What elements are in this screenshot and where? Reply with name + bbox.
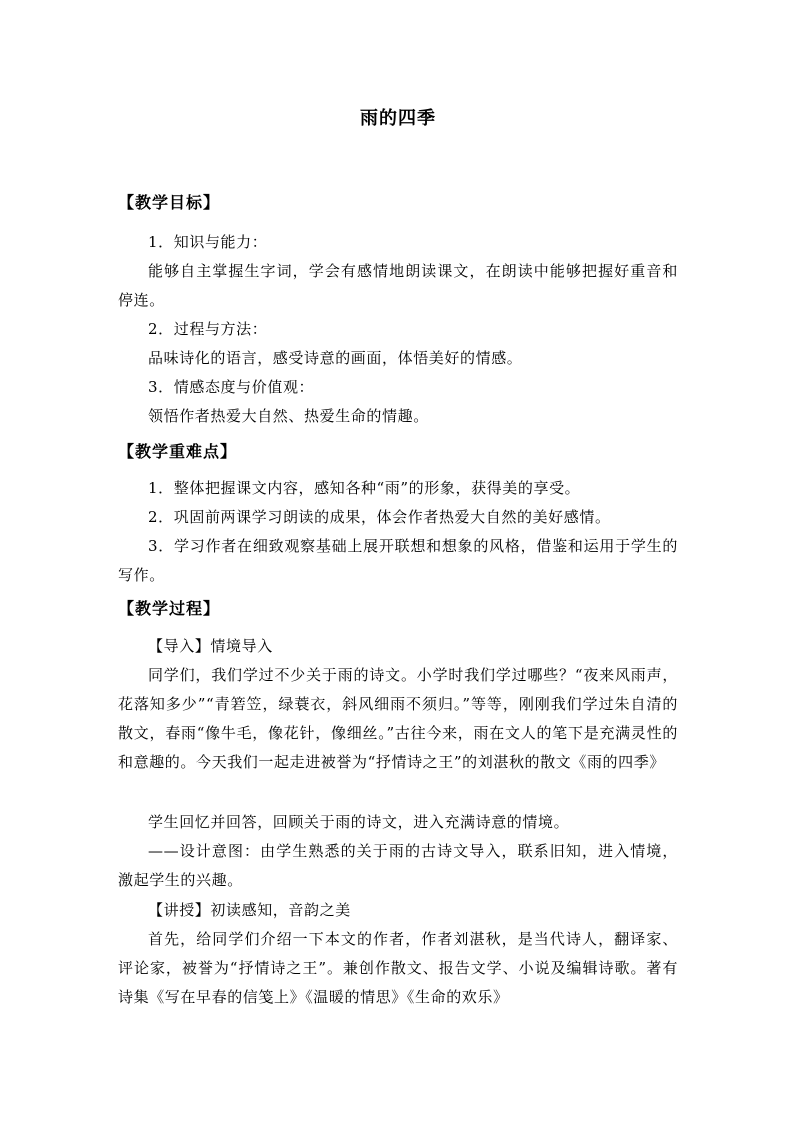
key-point-item: 2．巩固前两课学习朗读的成果，体会作者热爱大自然的美好感情。 xyxy=(148,508,611,526)
section-heading-objectives: 【教学目标】 xyxy=(118,193,221,212)
process-paragraph: 同学们，我们学过不少关于雨的诗文。小学时我们学过哪些？“夜来风雨声，花落知多少”“青箬笠，绿蓑衣，斜风细雨不须归。”等等，刚刚我们学过朱自清的散文，春雨“像牛毛，像花针，像细丝。”古往今来，雨在文人的笔下是充满灵性的和意趣的。今天我们一起走进被誉为“抒情诗之王”的刘湛秋的散文《雨的四季》 xyxy=(118,666,678,771)
objective-item: 能够自主掌握生字词，学会有感情地朗读课文，在朗读中能够把握好重音和停连。 xyxy=(118,262,678,309)
objective-item: 品味诗化的语言，感受诗意的画面，体悟美好的情感。 xyxy=(148,349,523,367)
objective-item: 1．知识与能力： xyxy=(148,233,268,251)
section-heading-process: 【教学过程】 xyxy=(118,599,221,618)
key-point-item: 1．整体把握课文内容，感知各种“雨”的形象，获得美的享受。 xyxy=(148,479,581,497)
process-subheading: 【讲授】初读感知，音韵之美 xyxy=(148,901,351,919)
objective-item: 3．情感态度与价值观： xyxy=(148,378,315,396)
page-title: 雨的四季 xyxy=(360,108,436,129)
process-paragraph: ——设计意图：由学生熟悉的关于雨的古诗文导入，联系旧知，进入情境，激起学生的兴趣。 xyxy=(118,842,678,889)
process-subheading: 【导入】情境导入 xyxy=(148,637,273,655)
objective-item: 2．过程与方法： xyxy=(148,320,268,338)
key-point-item: 3．学习作者在细致观察基础上展开联想和想象的风格，借鉴和运用于学生的写作。 xyxy=(118,537,678,584)
process-paragraph: 首先，给同学们介绍一下本文的作者，作者刘湛秋，是当代诗人，翻译家、评论家，被誉为“抒情诗之王”。兼创作散文、报告文学、小说及编辑诗歌。著有诗集《写在早春的信笺上》《温暖的情思》《生命的欢乐》 xyxy=(118,930,678,1006)
section-heading-key-points: 【教学重难点】 xyxy=(118,442,238,461)
process-paragraph: 学生回忆并回答，回顾关于雨的诗文，进入充满诗意的情境。 xyxy=(148,813,570,831)
objective-item: 领悟作者热爱大自然、热爱生命的情趣。 xyxy=(148,407,429,425)
